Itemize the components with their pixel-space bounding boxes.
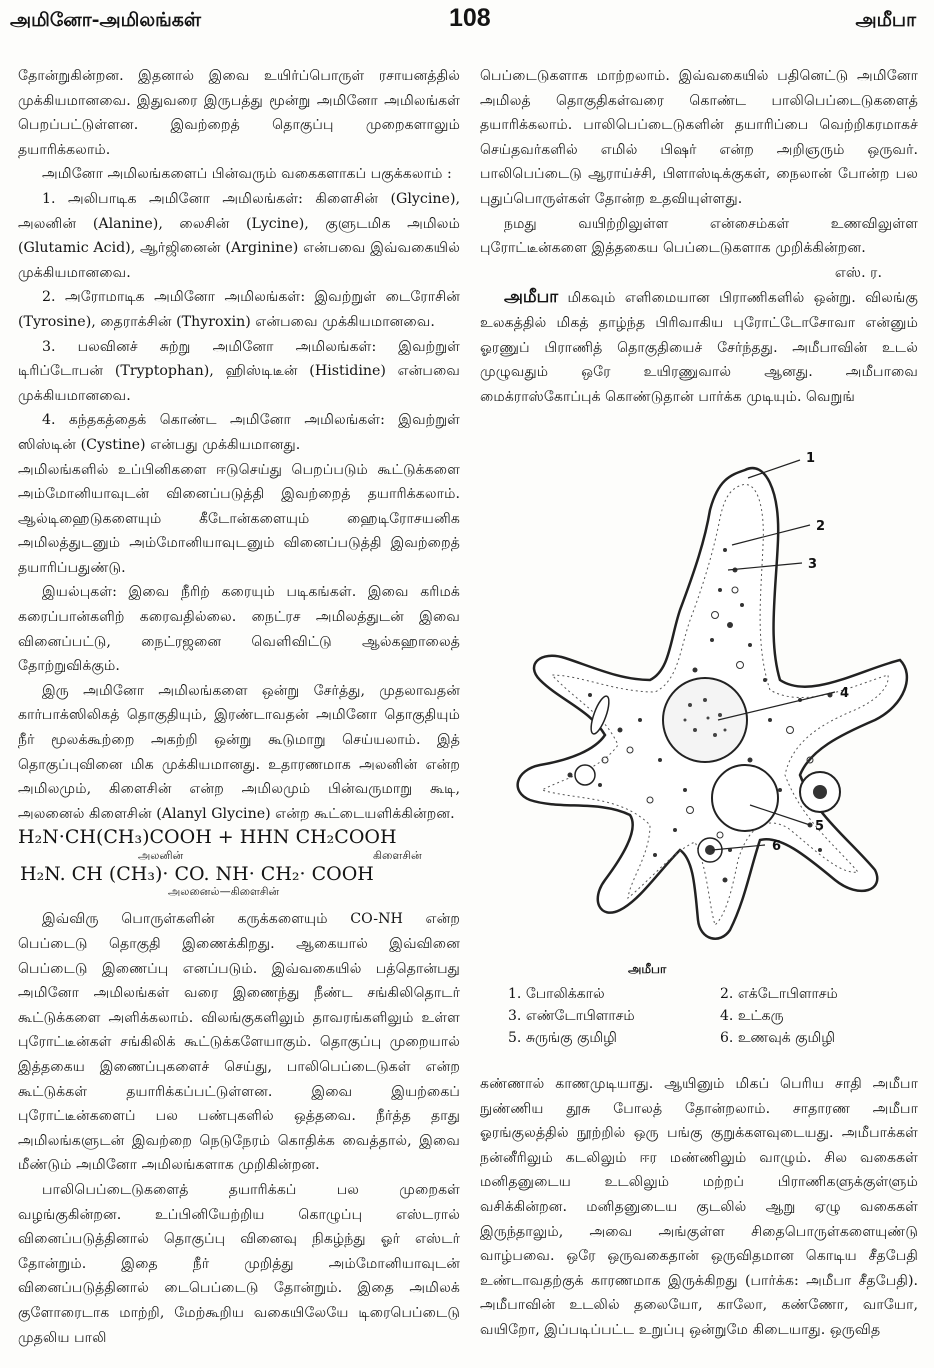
paragraph: கண்ணால் காணமுடியாது. ஆயினும் மிகப் பெரிய சாதி அமீபா நுண்ணிய தூசு போலத் தோன்றலாம். சாதாரண அமீபா ஓரங்குலத்தில் நூற்றில் ஒரு பங்கு குறுக்களவுடையது. அமீபாக்கள் நன்னீரிலும் கடலிலும் ஈர மண்ணிலும் வாழும். சில வகைகள் மனிதனுடைய உடலிலும் மற்றப் பிராணிகளுக்குள்ளும் வசிக்கின்றன. மனிதனுடைய குடலில் ஆறு ஏழு வகைகள் இருந்தாலும், அவை அங்குள்ள சிதைபொருள்களையுண்டு வாழ்பவை. ஒரே ஒருவகைதான் ஒருவிதமான கொடிய சீதபேதி உண்டாவதற்குக் காரணமாக இருக்கிறது (பார்க்க: அமீபா சீதபேதி). அமீபாவின் உடலில் தலையோ, காலோ, கண்ணோ, வாயோ, வயிறோ, இப்படிப்பட்ட உறுப்பு ஒன்றுமே கிடையாது. ஒருவித	[480, 1076, 918, 1338]
paragraph: 1. அலிபாடிக அமினோ அமிலங்கள்: கிளைசின் (Glycine), அலனின் (Alanine), லைசின் (Lycine), குளுடமிக அமிலம் (Glutamic Acid), ஆர்ஜினைன் (Arginine) என்பவை இவ்வகையில் முக்கியமானவை.	[18, 190, 460, 281]
page-header	[0, 0, 934, 44]
article-heading: அமீபா	[504, 287, 559, 308]
formula-label: அலனின்	[138, 849, 184, 863]
figure-label-6: 6	[772, 839, 782, 854]
author-initials: எஸ். ர.	[834, 264, 882, 281]
paragraph: 4. கந்தகத்தைக் கொண்ட அமினோ அமிலங்கள்: இவற்றுள் ஸிஸ்டின் (Cystine) என்பது முக்கியமானது.	[18, 412, 460, 453]
formula-labels	[18, 848, 460, 863]
legend-item: 2. எக்டோபிளாசம்	[720, 986, 838, 1002]
paragraph: நமது வயிற்றிலுள்ள என்சைம்கள் உணவிலுள்ள புரோட்டீன்களை இத்தகைய பெப்டைடுகளாக முறிக்கின்றன.	[480, 215, 918, 257]
legend-item: 6. உணவுக் குமிழி	[720, 1030, 836, 1046]
chemical-formula: H₂N. CH (CH₃)· CO. NH· CH₂· COOH	[20, 863, 374, 886]
figure-label-2: 2	[816, 519, 826, 534]
amoeba-illustration	[480, 430, 918, 960]
figure-label-3: 3	[808, 557, 818, 572]
figure-label-1: 1	[806, 451, 816, 466]
figure-caption: அமீபா	[628, 962, 667, 976]
header-left-title: அமினோ-அமிலங்கள்	[10, 9, 202, 31]
food-particle	[813, 785, 827, 799]
nucleus	[663, 678, 747, 762]
figure-label-4: 4	[840, 686, 850, 701]
legend-item: 4. உட்கரு	[720, 1008, 784, 1024]
amoeba-figure	[480, 430, 918, 1046]
paragraph: பாலிபெப்டைடுகளைத் தயாரிக்கப் பல முறைகள் வழங்குகின்றன. உப்பினியேற்றிய கொழுப்பு எஸ்டரால் வினைப்படுத்தினால் தொகுப்பு வினைவு நிகழ்ந்து ஓர் எஸ்டர் தோன்றும். இதை நீர் முறித்து அம்மோனியாவுடன் வினைப்படுத்தினால் டைபெப்டைடு தோன்றும். இதை அமிலக் குளோரைடாக மாற்றி, மேற்கூறிய வகையிலேயே டிரைபெப்டைடு முதலிய பாலி	[18, 1181, 460, 1346]
paragraph: பெப்டைடுகளாக மாற்றலாம். இவ்வகையில் பதினெட்டு அமினோ அமிலத் தொகுதிகள்வரை கொண்ட பாலிபெப்டைடுகளைத் தயாரிக்கலாம். பாலிபெப்டைடுகளின் தயாரிப்பை வெற்றிகரமாகச் செய்தவர்களில் எமில் பிஷர் என்ற அறிஞரும் ஒருவர். பாலிபெப்டைடு ஆராய்ச்சி, பிளாஸ்டிக்குகள், நைலான் போன்ற பல புதுப்பொருள்கள் தோன்ற உதவியுள்ளது.	[480, 68, 918, 207]
paragraph: அமிலங்களில் உப்பினிகளை ஈடுசெய்து பெறப்படும் கூட்டுக்களை அம்மோனியாவுடன் வினைப்படுத்தி இவற்றைத் தயாரிக்கலாம். ஆல்டிஹைடுகளையும் கீடோன்களையும் ஹைடிரோசயனிக அமிலத்துடனும் அம்மோனியாவுடனும் வினைப்படுத்தி இவற்றைத் தயாரிப்பதுண்டு.	[18, 461, 460, 576]
paragraph: அமினோ அமிலங்களைப் பின்வரும் வகைகளாகப் பகுக்கலாம் :	[42, 166, 452, 183]
right-column-top	[480, 64, 918, 409]
legend-item: 1. போலிக்கால்	[508, 986, 605, 1002]
page-number: 108	[449, 4, 491, 32]
paragraph: இரு அமினோ அமிலங்களை ஒன்று சேர்த்து, முதலாவதன் கார்பாக்ஸிலிகத் தொகுதியும், இரண்டாவதன் அமினோ தொகுதியும் நீர் மூலக்கூற்றை அகற்றி ஒன்று கூடுமாறு செய்யலாம். இத் தொகுப்புவினை மிக முக்கியமானது. உதாரணமாக அலனின் என்ற அமிலமும், கிளைசின் என்ற அமிலமும் பின்வருமாறு கூடி, அலனைல் கிளைசின் (Alanyl Glycine) என்ற கூட்டையளிக்கின்றன.	[18, 682, 460, 822]
formula-label: கிளைசின்	[373, 849, 422, 863]
paragraph: இயல்புகள்: இவை நீரிற் கரையும் படிகங்கள். இவை கரிமக் கரைப்பான்களிற் கரைவதில்லை. நைட்ரச அமிலத்துடன் இவை வினைப்பட்டு, நைட்ரஜனை வெளிவிட்டு ஆல்கஹாலைத் தோற்றுவிக்கும்.	[18, 584, 460, 675]
paragraph: மிகவும் எளிமையான பிராணிகளில் ஒன்று. விலங்கு உலகத்தில் மிகத் தாழ்ந்த பிரிவாகிய புரோட்டோசோவா என்னும் ஓரணுப் பிராணித் தொகுதியைச் சேர்ந்தது. அமீபாவின் உடல் முழுவதும் ஒரே உயிரணுவால் ஆனது. அமீபாவை மைக்ராஸ்கோப்புக் கொண்டுதான் பார்க்க முடியும். வெறுங்	[480, 290, 918, 405]
header-right-title: அமீபா	[855, 9, 916, 31]
food-vacuole	[575, 765, 595, 785]
legend-item: 5. சுருங்கு குமிழி	[508, 1030, 617, 1046]
formula-label: அலனைல்—கிளைசின்	[168, 885, 280, 899]
contractile-vacuole	[712, 765, 778, 831]
paragraph: 3. பலவினச் சுற்று அமினோ அமிலங்கள்: இவற்றுள் டிரிப்டோபன் (Tryptophan), ஹிஸ்டிடீன் (Histidine) என்பவை முக்கியமானவை.	[18, 338, 460, 404]
figure-label-5: 5	[815, 819, 825, 834]
paragraph: தோன்றுகின்றன. இதனால் இவை உயிர்ப்பொருள் ரசாயனத்தில் முக்கியமானவை. இதுவரை இருபத்து மூன்று அமினோ அமிலங்கள் பெறப்பட்டுள்ளன. இவற்றைத் தொகுப்பு முறைகளாலும் தயாரிக்கலாம்.	[18, 68, 460, 158]
paragraph: 2. அரோமாடிக அமினோ அமிலங்கள்: இவற்றுள் டைரோசின் (Tyrosine), தைராக்சின் (Thyroxin) என்பவை முக்கியமானவை.	[18, 289, 460, 330]
chemical-formula: H₂N·CH(CH₃)COOH + HHN CH₂COOH	[18, 826, 397, 849]
legend-item: 3. எண்டோபிளாசம்	[508, 1008, 635, 1024]
right-column-bottom	[480, 1072, 918, 1343]
left-column	[18, 64, 460, 1360]
paragraph: இவ்விரு பொருள்களின் கருக்களையும் CO-NH என்ற பெப்டைடு தொகுதி இணைக்கிறது. ஆகையால் இவ்வினை பெப்டைடு இணைப்பு எனப்படும். இவ்வகையில் பத்தொன்பது அமினோ அமிலங்கள் வரை இணைந்து நீண்ட சங்கிலிதொடர் கூட்டுக்களை அளிக்கலாம். விலங்குகளிலும் தாவரங்களிலும் உள்ள புரோட்டீன்கள் சங்கிலிக் கூட்டுக்களேயாகும். தொகுப்பு முறையால் இத்தகைய இணைப்புகளைச் செய்து, பாலிபெப்டைடுகள் என்ற கூட்டுக்கள் தயாரிக்கப்பட்டுள்ளன. இவை இயற்கைப் புரோட்டீன்களைப் பல பண்புகளில் ஒத்தவை. நீர்த்த தாது அமிலங்களுடன் இவற்றை நெடுநேரம் கொதிக்க வைத்தால், இவை மீண்டும் அமினோ அமிலங்களாக முறிகின்றன.	[18, 911, 460, 1174]
